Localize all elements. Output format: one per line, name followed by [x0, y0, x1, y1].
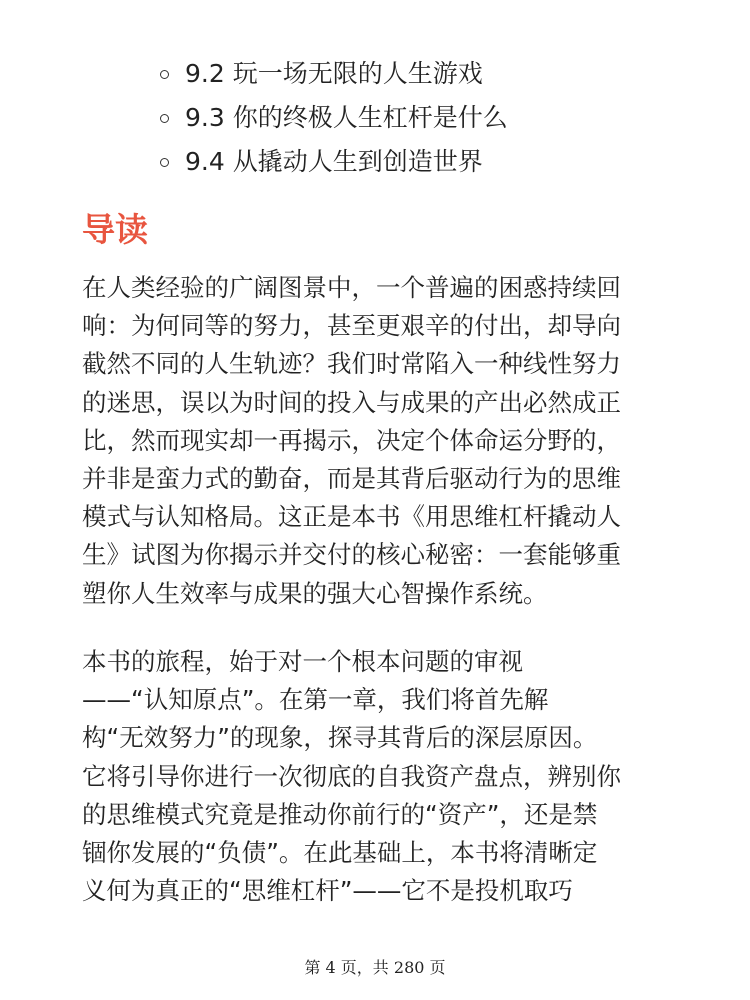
toc-item[interactable] [160, 140, 508, 184]
paragraph-line: 并非是蛮力式的勤奋，而是其背后驱动行为的思维 [82, 464, 621, 494]
toc-item-label: 9.2 玩一场无限的人生游戏 [185, 59, 483, 88]
paragraph-line: 义何为真正的“思维杠杆”——它不是投机取巧 [82, 876, 573, 906]
paragraph-line: 的思维模式究竟是推动你前行的“资产”，还是禁 [82, 799, 598, 829]
toc-item[interactable] [160, 52, 508, 96]
paragraph-line: 的迷思，误以为时间的投入与成果的产出必然成正 [82, 387, 621, 417]
section-heading: 导读 [82, 210, 148, 249]
hollow-circle-bullet-icon [160, 70, 169, 79]
intro-paragraph-1 [82, 269, 672, 613]
table-of-contents [160, 52, 508, 184]
paragraph-line: 比，然而现实却一再揭示，决定个体命运分野的， [82, 425, 621, 455]
intro-paragraph-2 [82, 643, 672, 910]
toc-item-label: 9.4 从撬动人生到创造世界 [185, 147, 483, 176]
paragraph-line: 塑你人生效率与成果的强大心智操作系统。 [82, 578, 548, 608]
page-number-footer: 第 4 页，共 280 页 [304, 958, 446, 977]
paragraph-line: 在人类经验的广阔图景中，一个普遍的困惑持续回 [82, 273, 621, 302]
paragraph-line: 它将引导你进行一次彻底的自我资产盘点，辨别你 [82, 761, 621, 791]
paragraph-line: ——“认知原点”。在第一章，我们将首先解 [82, 685, 549, 715]
paragraph-line: 构“无效努力”的现象，探寻其背后的深层原因。 [82, 723, 598, 753]
hollow-circle-bullet-icon [160, 158, 169, 167]
paragraph-line: 本书的旅程，始于对一个根本问题的审视 [82, 647, 523, 676]
toc-item-label: 9.3 你的终极人生杠杆是什么 [185, 103, 508, 132]
paragraph-line: 模式与认知格局。这正是本书《用思维杠杆撬动人 [82, 502, 621, 532]
paragraph-line: 生》试图为你揭示并交付的核心秘密：一套能够重 [82, 540, 621, 570]
toc-item[interactable] [160, 96, 508, 140]
hollow-circle-bullet-icon [160, 114, 169, 123]
paragraph-line: 锢你发展的“负债”。在此基础上，本书将清晰定 [82, 838, 598, 868]
paragraph-line: 截然不同的人生轨迹？我们时常陷入一种线性努力 [82, 349, 621, 379]
paragraph-line: 响：为何同等的努力，甚至更艰辛的付出，却导向 [82, 311, 621, 341]
